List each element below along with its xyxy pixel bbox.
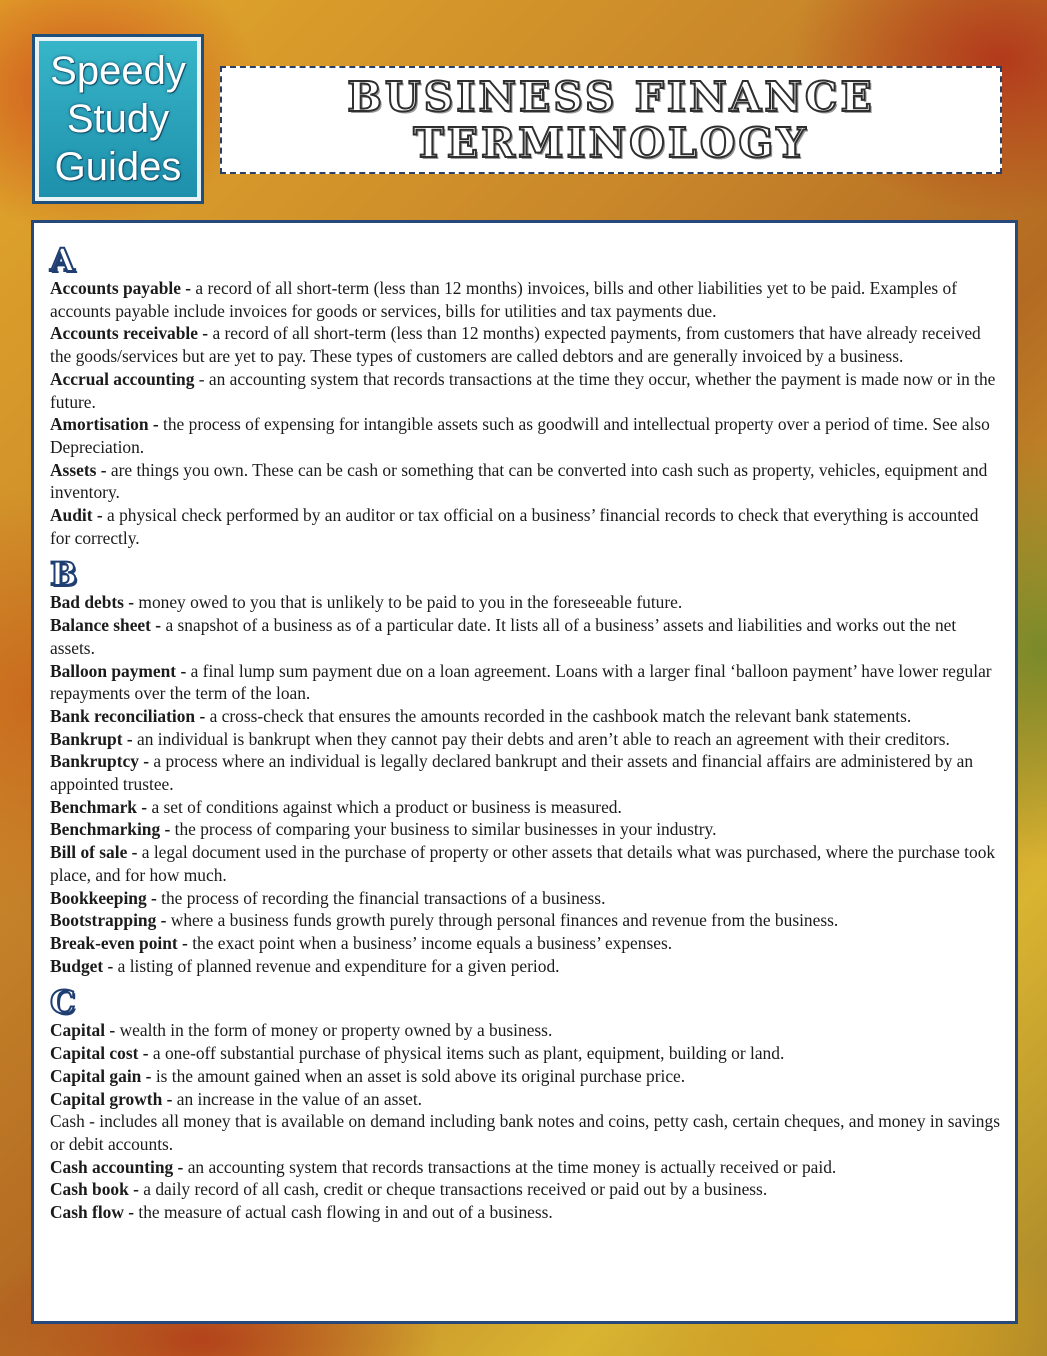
glossary-section-b: [50, 557, 1001, 977]
glossary-entry: [50, 796, 1001, 819]
glossary-definition: Cash - includes all money that is available on demand including bank notes and coins, petty cash, certain cheques, and money in savings or debit accounts.: [50, 1111, 1000, 1154]
glossary-entry: [50, 1042, 1001, 1065]
glossary-entry: [50, 368, 1001, 413]
glossary-definition: is the amount gained when an asset is sold above its original purchase price.: [151, 1065, 686, 1086]
glossary-term: Audit -: [50, 505, 103, 526]
glossary-term: Bankrupt -: [50, 728, 133, 749]
logo-line-3: Guides: [54, 145, 182, 189]
glossary-definition: a legal document used in the purchase of property or other assets that details what was purchased, where the purchase took place, and for how much.: [50, 842, 996, 885]
page-title-line-2: TERMINOLOGY: [413, 119, 809, 167]
glossary-definition: a record of all short-term (less than 12 months) expected payments, from customers that have already received the goods/services but are yet to pay. These types of customers are called debtors and are generally invoiced by a business.: [50, 323, 981, 367]
glossary-term: Bill of sale -: [50, 842, 138, 863]
glossary-definition: are things you own. These can be cash or something that can be converted into cash such as property, vehicles, equipment and inventory.: [50, 459, 988, 503]
glossary-term: Accounts payable -: [50, 278, 192, 298]
glossary-entry: [50, 459, 1001, 504]
glossary-definition: wealth in the form of money or property owned by a business.: [115, 1020, 553, 1041]
glossary-definition: a daily record of all cash, credit or cheque transactions received or paid out by a business.: [138, 1179, 768, 1200]
glossary-entry: [50, 887, 1001, 910]
glossary-term: Capital gain -: [50, 1065, 152, 1086]
glossary-term: Bookkeeping -: [50, 887, 157, 908]
glossary-section-c: [50, 985, 1001, 1223]
glossary-definition: the measure of actual cash flowing in and out of a business.: [134, 1202, 553, 1223]
glossary-term: Capital -: [50, 1020, 116, 1041]
glossary-definition: the process of comparing your business to similar businesses in your industry.: [170, 819, 717, 840]
glossary-term: Amortisation -: [50, 414, 159, 435]
glossary-term: Benchmarking -: [50, 819, 171, 840]
glossary-term: Bad debts -: [50, 592, 135, 613]
glossary-definition: a process where an individual is legally declared bankrupt and their assets and financial affairs are administered by an appointed trustee.: [50, 751, 974, 795]
glossary-term: Bankruptcy -: [50, 751, 150, 772]
glossary-panel: [31, 220, 1018, 1324]
glossary-term: Cash flow -: [50, 1202, 135, 1223]
glossary-definition: where a business funds growth purely through personal finances and revenue from the business.: [166, 910, 839, 931]
glossary-entry: [50, 1178, 1001, 1201]
title-banner: [220, 66, 1002, 174]
glossary-term: Budget -: [50, 955, 114, 976]
glossary-entry: [50, 277, 1001, 322]
glossary-entry: [50, 728, 1001, 751]
glossary-entry: [50, 614, 1001, 659]
glossary-entry: [50, 322, 1001, 367]
glossary-entry: [50, 818, 1001, 841]
speedy-study-guides-logo: [32, 34, 204, 204]
glossary-entry: [50, 504, 1001, 549]
glossary-entry: [50, 841, 1001, 886]
glossary-entry: [50, 909, 1001, 932]
glossary-definition: a record of all short-term (less than 12 months) invoices, bills and other liabilities yet to be paid. Examples of accounts payable include invoices for goods or services, bills for utilities and tax payments due.: [50, 278, 958, 321]
glossary-definition: the process of expensing for intangible assets such as goodwill and intellectual property over a period of time. See also Depreciation.: [50, 414, 990, 457]
glossary-entry: [50, 750, 1001, 795]
glossary-entry: [50, 660, 1001, 705]
glossary-definition: an individual is bankrupt when they cannot pay their debts and aren’t able to reach an agreement with their creditors.: [132, 728, 950, 749]
glossary-term: Balance sheet -: [50, 615, 162, 636]
glossary-term: Capital growth -: [50, 1088, 173, 1109]
glossary-definition: the exact point when a business’ income equals a business’ expenses.: [187, 932, 673, 953]
glossary-definition: money owed to you that is unlikely to be paid to you in the foreseeable future.: [134, 592, 683, 613]
logo-line-1: Speedy: [50, 49, 186, 93]
glossary-term: Accrual accounting: [50, 368, 195, 389]
section-letter-heading: A: [50, 241, 75, 279]
glossary-definition: the process of recording the financial transactions of a business.: [156, 887, 606, 908]
glossary-definition: an increase in the value of an asset.: [172, 1088, 423, 1109]
glossary-entry: [50, 1201, 1001, 1224]
glossary-entry: [50, 1019, 1001, 1042]
glossary-definition: an accounting system that records transactions at the time money is actually received or paid.: [183, 1156, 837, 1177]
glossary-term: Benchmark -: [50, 796, 148, 817]
glossary-term: Cash accounting -: [50, 1156, 184, 1177]
glossary-definition: a cross-check that ensures the amounts recorded in the cashbook match the relevant bank statements.: [205, 705, 912, 726]
glossary-entry: [50, 705, 1001, 728]
glossary-definition: a snapshot of a business as of a particular date. It lists all of a business’ assets and liabilities and works out the net assets.: [50, 615, 957, 658]
glossary-entry: [50, 955, 1001, 978]
section-letter-heading: C: [50, 983, 76, 1022]
glossary-term: Bank reconciliation -: [50, 705, 206, 726]
glossary-entry: [50, 932, 1001, 955]
glossary-entry: [50, 1156, 1001, 1179]
logo-line-2: Study: [66, 97, 170, 141]
glossary-definition: - an accounting system that records transactions at the time they occur, whether the payment is made now or in the future.: [50, 368, 996, 412]
glossary-entry: [50, 1065, 1001, 1088]
glossary-definition: a listing of planned revenue and expenditure for a given period.: [113, 955, 560, 976]
page-title-line-1: BUSINESS FINANCE: [347, 73, 875, 121]
glossary-entry: [50, 1088, 1001, 1111]
glossary-definition: a final lump sum payment due on a loan agreement. Loans with a larger final ‘balloon payment’ have lower regular repayments over the term of the loan.: [50, 660, 992, 704]
glossary-definition: a one-off substantial purchase of physical items such as plant, equipment, building or land.: [148, 1043, 785, 1064]
section-letter-heading: B: [50, 555, 78, 594]
glossary-entry: [50, 1110, 1001, 1155]
glossary-entry: [50, 413, 1001, 458]
glossary-term: Accounts receivable -: [50, 323, 209, 344]
glossary-entry: [50, 591, 1001, 614]
glossary-definition: a set of conditions against which a product or business is measured.: [147, 796, 622, 817]
glossary-term: Bootstrapping -: [50, 910, 167, 931]
glossary-term: Cash book -: [50, 1179, 139, 1200]
glossary-section-a: [50, 243, 1001, 549]
glossary-term: Capital cost -: [50, 1043, 149, 1064]
glossary-term: Balloon payment -: [50, 660, 187, 681]
glossary-definition: a physical check performed by an auditor or tax official on a business’ financial records to check that everything is accounted for correctly.: [50, 505, 979, 548]
glossary-term: Break-even point -: [50, 932, 188, 953]
glossary-term: Assets -: [50, 459, 107, 480]
